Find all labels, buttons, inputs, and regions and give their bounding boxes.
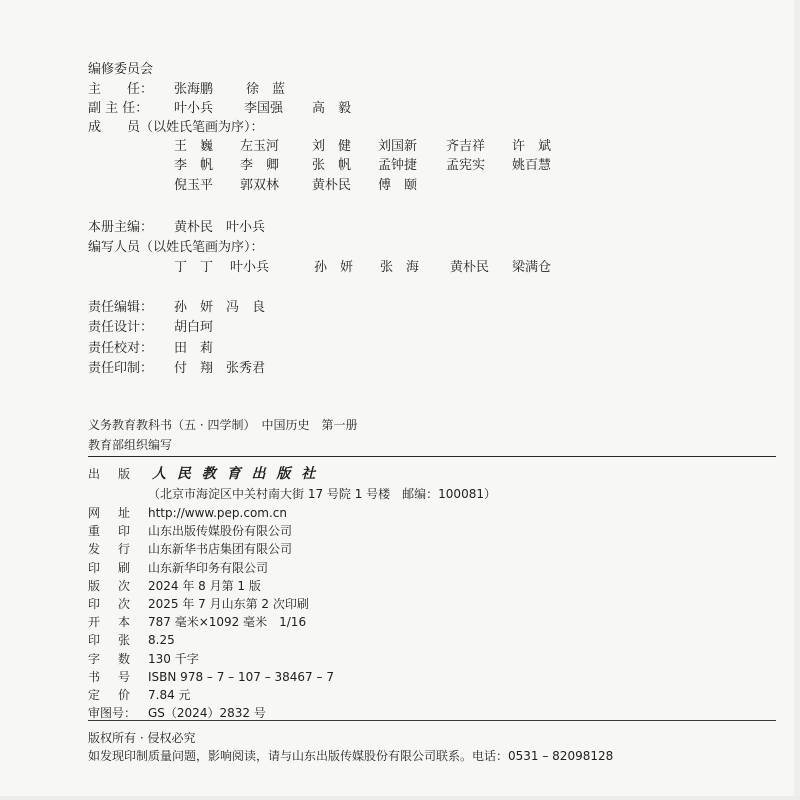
colophon-row-label: 数	[118, 652, 131, 666]
colophon-row-value: 130 千字	[148, 652, 199, 666]
member-name: 刘国新	[378, 139, 418, 154]
colophon-row-label: 书	[88, 670, 101, 684]
resp-value: 田 莉	[174, 341, 214, 356]
colophon-row-label: 印	[88, 561, 101, 575]
colophon-row-label: 次	[118, 597, 131, 611]
colophon-row-label: 字	[88, 652, 101, 666]
resp-value: 孙 妍 冯 良	[174, 300, 266, 315]
writer-name: 黄朴民	[450, 260, 490, 275]
chief-editor-label: 本册主编：	[88, 220, 154, 235]
colophon-row-value: 787 毫米×1092 毫米 1/16	[148, 615, 307, 629]
member-name: 许 斌	[512, 139, 552, 154]
colophon-row-value: 山东出版传媒股份有限公司	[148, 524, 293, 538]
member-name: 王 巍	[174, 139, 214, 154]
book-title: 义务教育教科书（五 · 四学制） 中国历史 第一册	[88, 418, 358, 432]
deputy-name: 高 毅	[312, 101, 352, 116]
colophon-row-label: 址	[118, 506, 131, 520]
resp-value: 胡白珂	[174, 320, 214, 335]
colophon-row-label: 网	[88, 506, 101, 520]
member-name: 孟钟捷	[378, 158, 418, 173]
colophon-row-label: 印	[88, 597, 101, 611]
member-name: 左玉河	[240, 139, 280, 154]
committee-heading: 编修委员会	[88, 62, 154, 77]
colophon-row-value: 7.84 元	[148, 688, 191, 702]
member-name: 刘 健	[312, 139, 352, 154]
colophon-row-label: 重	[88, 524, 101, 538]
colophon-row-label: 开	[88, 615, 101, 629]
quality-notice: 如发现印制质量问题，影响阅读，请与山东出版传媒股份有限公司联系。电话：0531 – 82098128	[88, 749, 614, 763]
writer-name: 叶小兵	[230, 260, 270, 275]
colophon-row-label: 号	[118, 670, 131, 684]
chief-editor-names: 黄朴民 叶小兵	[174, 220, 266, 235]
colophon-label-b: 版	[118, 467, 131, 481]
publisher-address: （北京市海淀区中关村南大街 17 号院 1 号楼 邮编：100081）	[148, 487, 496, 501]
page-edge-shadow	[794, 0, 800, 800]
colophon-row-value: GS（2024）2832 号	[148, 706, 266, 720]
deputy-name: 叶小兵	[174, 101, 214, 116]
member-name: 黄朴民	[312, 178, 352, 193]
director-name: 徐 蓝	[246, 82, 286, 97]
writer-name: 丁 丁	[174, 260, 214, 275]
colophon-row-label: 审图号：	[88, 706, 137, 720]
colophon-row-label: 印	[88, 633, 101, 647]
colophon-row-label: 次	[118, 579, 131, 593]
member-name: 倪玉平	[174, 178, 214, 193]
colophon-row-value: 2025 年 7 月山东第 2 次印刷	[148, 597, 309, 611]
member-name: 李 卿	[240, 158, 280, 173]
director-name: 张海鹏	[174, 82, 214, 97]
colophon-row-label: 版	[88, 579, 101, 593]
writer-name: 张 海	[380, 260, 420, 275]
divider-bottom	[88, 720, 776, 721]
member-name: 姚百慧	[512, 158, 552, 173]
resp-label: 责任校对：	[88, 341, 154, 356]
member-name: 齐吉祥	[446, 139, 486, 154]
members-label: 成 员（以姓氏笔画为序）：	[88, 120, 264, 135]
colophon-row-label: 本	[118, 615, 131, 629]
organizer: 教育部组织编写	[88, 438, 173, 452]
colophon-row-label: 行	[118, 542, 131, 556]
member-name: 李 帆	[174, 158, 214, 173]
rights-notice: 版权所有 · 侵权必究	[88, 731, 196, 745]
publisher-logo: 人 民 教 育 出 版 社	[152, 466, 319, 482]
colophon-label-a: 出	[88, 467, 101, 481]
member-name: 郭双林	[240, 178, 280, 193]
colophon-row-value: 2024 年 8 月第 1 版	[148, 579, 261, 593]
divider-top	[88, 456, 776, 457]
colophon-row-value: 山东新华书店集团有限公司	[148, 542, 293, 556]
deputy-name: 李国强	[244, 101, 284, 116]
director-label: 主 任：	[88, 82, 154, 97]
page-edge-bottom	[0, 796, 800, 800]
colophon-row-label: 印	[118, 524, 131, 538]
resp-label: 责任印制：	[88, 361, 154, 376]
colophon-row-value: 8.25	[148, 633, 175, 647]
member-name: 孟宪实	[446, 158, 486, 173]
colophon-row-label: 价	[118, 688, 131, 702]
colophon-row-value: http://www.pep.com.cn	[148, 506, 287, 520]
colophon-row-label: 刷	[118, 561, 131, 575]
writers-label: 编写人员（以姓氏笔画为序）：	[88, 240, 264, 255]
writer-name: 孙 妍	[314, 260, 354, 275]
colophon-row-value: 山东新华印务有限公司	[148, 561, 269, 575]
resp-value: 付 翔 张秀君	[174, 361, 266, 376]
colophon-row-label: 定	[88, 688, 101, 702]
colophon-row-value: ISBN 978 – 7 – 107 – 38467 – 7	[148, 670, 334, 684]
resp-label: 责任设计：	[88, 320, 154, 335]
colophon-row-label: 张	[118, 633, 131, 647]
member-name: 傅 颐	[378, 178, 418, 193]
writer-name: 梁满仓	[512, 260, 552, 275]
resp-label: 责任编辑：	[88, 300, 154, 315]
colophon-row-label: 发	[88, 542, 101, 556]
deputy-label: 副 主 任：	[88, 101, 149, 116]
member-name: 张 帆	[312, 158, 352, 173]
